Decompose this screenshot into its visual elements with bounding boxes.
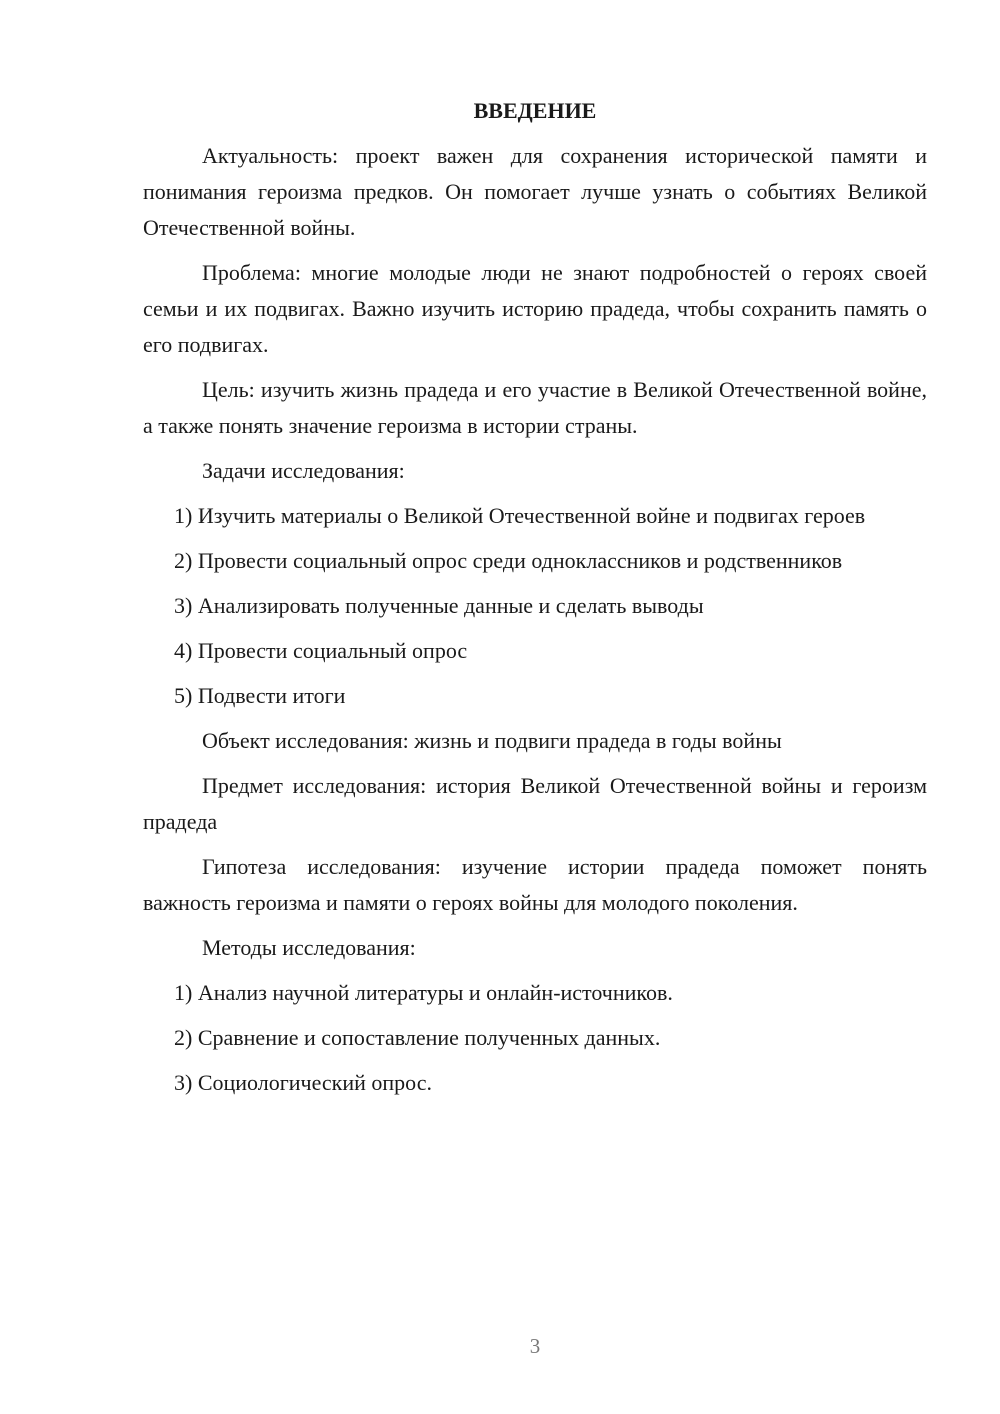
task-item: 4) Провести социальный опрос — [174, 638, 468, 663]
object-paragraph: Объект исследования: жизнь и подвиги прадеда в годы войны — [202, 728, 782, 753]
method-item: 2) Сравнение и сопоставление полученных данных. — [174, 1025, 661, 1050]
task-item: 2) Провести социальный опрос среди одноклассников и родственников — [174, 548, 843, 573]
relevance-paragraph: Актуальность: проект важен для сохранения исторической памяти и понимания героизма предков. Он помогает лучше узнать о событиях Великой Отечественной войны. — [143, 143, 927, 240]
problem-paragraph: Проблема: многие молодые люди не знают подробностей о героях своей семьи и их подвигах. Важно изучить историю прадеда, чтобы сохранить память о его подвигах. — [143, 260, 927, 357]
method-item: 1) Анализ научной литературы и онлайн-источников. — [174, 980, 673, 1005]
task-item: 5) Подвести итоги — [174, 683, 346, 708]
tasks-heading: Задачи исследования: — [202, 458, 405, 483]
document-page — [143, 96, 927, 1101]
task-item: 1) Изучить материалы о Великой Отечественной войне и подвигах героев — [174, 503, 866, 528]
method-item: 3) Социологический опрос. — [174, 1070, 432, 1095]
hypothesis-paragraph: Гипотеза исследования: изучение истории прадеда поможет понять важность героизма и памяти о героях войны для молодого поколения. — [143, 854, 927, 915]
document-title: ВВЕДЕНИЕ — [473, 98, 597, 123]
goal-paragraph: Цель: изучить жизнь прадеда и его участие в Великой Отечественной войне, а также понять значение героизма в истории страны. — [143, 377, 927, 438]
page-number: 3 — [529, 1334, 541, 1358]
subject-paragraph: Предмет исследования: история Великой Отечественной войны и героизм прадеда — [143, 773, 927, 834]
methods-heading: Методы исследования: — [202, 935, 416, 960]
task-item: 3) Анализировать полученные данные и сделать выводы — [174, 593, 704, 618]
